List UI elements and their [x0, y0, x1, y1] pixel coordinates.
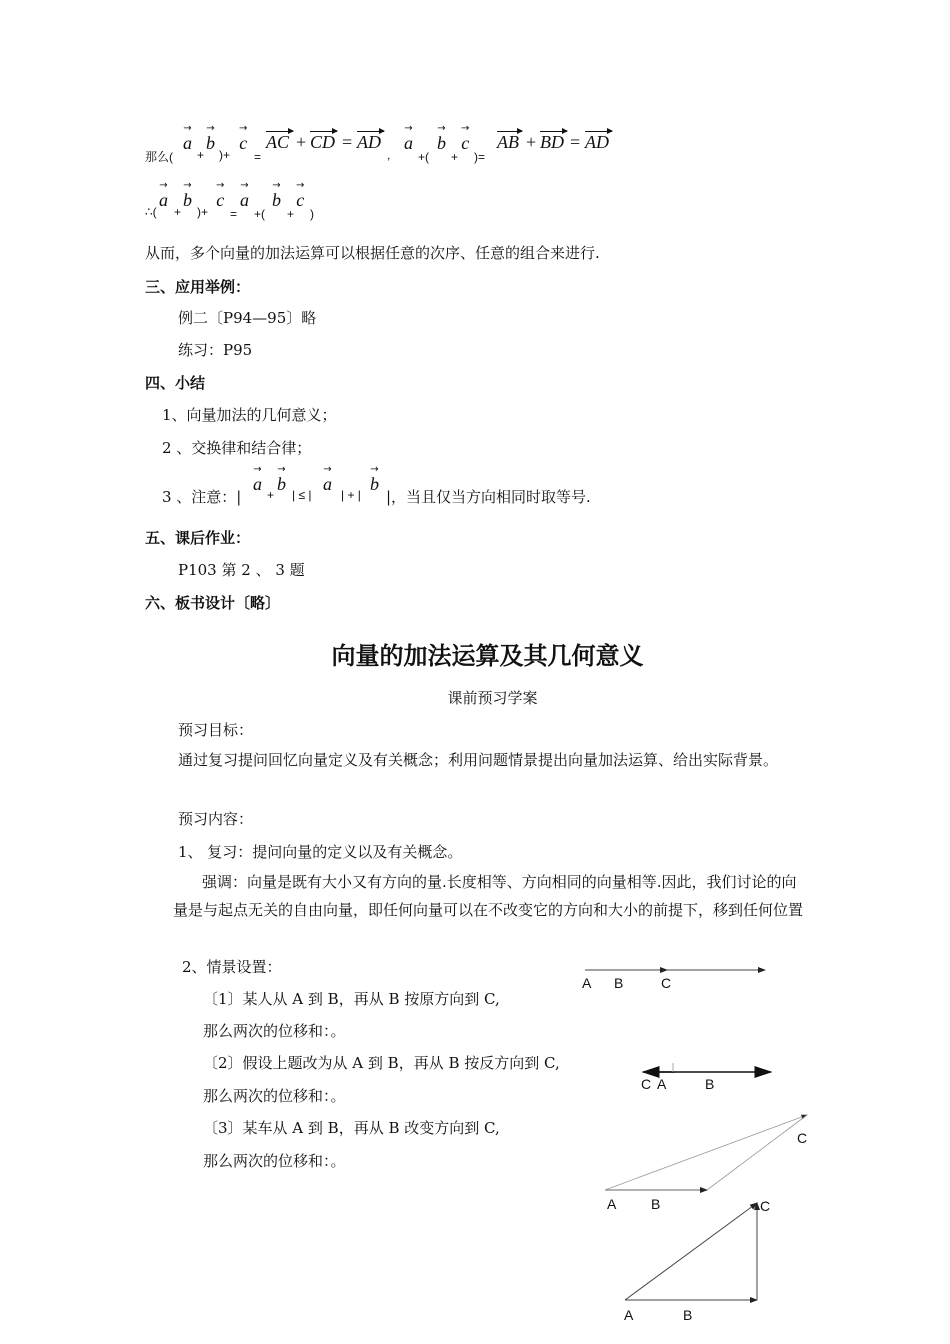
summary-item-1: 1、向量加法的几何意义； — [162, 406, 337, 424]
line1-prefix: 那么( — [145, 150, 173, 164]
comma: , — [387, 148, 391, 162]
paren-close-equals: )= — [474, 150, 486, 164]
vector-b: → b — [437, 123, 446, 153]
subtitle: 课前预习学案 — [447, 689, 538, 707]
equals-sign: = — [254, 150, 262, 164]
vector-AD: AD — [357, 132, 381, 152]
equals-sign: = — [230, 207, 238, 221]
content-label: 预习内容： — [178, 810, 254, 828]
section6-heading: 六、板书设计〔略〕 — [145, 594, 281, 612]
example-text: 例二〔P94—95〕略 — [178, 309, 317, 327]
scenario-label: 2、情景设置： — [182, 958, 282, 976]
goal-label: 预习目标： — [178, 721, 254, 739]
vector-a: → a — [323, 464, 332, 494]
emphasis-text: 强调：向量是既有大小又有方向的量.长度相等、方向相同的向量相等.因此，我们讨论的向量是与起点无关的自由向量，即任何向量可以在不改变它的方向和大小的前提下，移到任何位置 — [173, 873, 804, 919]
summary-item-3-prefix: 3 、注意：| — [162, 488, 242, 506]
plus-open-paren: +( — [418, 150, 430, 164]
plus-sign: + — [526, 132, 537, 152]
plus-abs: | + | — [341, 488, 361, 502]
fig2-label-C: C — [641, 1076, 652, 1092]
summary-item-2: 2 、交换律和结合律； — [162, 439, 312, 457]
vector-c: → c — [216, 180, 225, 210]
scenario-1-question: 〔1〕某人从 A 到 B，再从 B 按原方向到 C, — [203, 990, 500, 1008]
line2-prefix: ∴( — [145, 205, 157, 219]
plus-sign: + — [287, 207, 295, 221]
fig3-label-B: B — [651, 1196, 661, 1212]
plus-sign: + — [451, 150, 459, 164]
plus-sign: + — [296, 132, 307, 152]
figure-3-changed-direction — [605, 1115, 807, 1190]
fig4-label-B: B — [683, 1307, 693, 1323]
vector-AB: AB — [497, 132, 519, 152]
vector-a: → a — [253, 464, 262, 494]
homework-text: P103 第 2 、 3 题 — [178, 561, 305, 579]
fig1-label-A: A — [582, 975, 592, 991]
goal-text: 通过复习提问回忆向量定义及有关概念；利用问题情景提出向量加法运算、给出实际背景。 — [178, 751, 779, 769]
conclusion-text: 从而，多个向量的加法运算可以根据任意的次序、任意的组合来进行. — [145, 244, 600, 262]
scenario-2-question: 〔2〕假设上题改为从 A 到 B，再从 B 按反方向到 C, — [203, 1054, 560, 1072]
section5-heading: 五、课后作业： — [145, 529, 251, 547]
section3-heading: 三、应用举例： — [145, 278, 251, 296]
fig4-label-C: C — [760, 1198, 771, 1214]
vector-c: → c — [296, 180, 305, 210]
plus-sign: + — [174, 205, 182, 219]
page-title: 向量的加法运算及其几何意义 — [331, 642, 644, 670]
plus-sign: + — [197, 148, 205, 162]
less-equal-sign: | ≤ | — [292, 488, 312, 502]
equals-sign: = — [570, 132, 581, 152]
vector-a: → a — [240, 180, 249, 210]
vector-CD: CD — [310, 132, 336, 152]
vector-b: → b — [277, 464, 286, 494]
vector-a: → a — [159, 180, 168, 210]
vector-b: → b — [272, 180, 281, 210]
fig3-label-C: C — [797, 1130, 808, 1146]
scenario-3-answer: 那么两次的位移和：。 — [203, 1152, 346, 1170]
figure-4-right-triangle — [625, 1203, 757, 1300]
fig2-label-A: A — [657, 1076, 667, 1092]
paren-close: ) — [310, 207, 314, 221]
vector-b: → b — [370, 464, 379, 494]
paren-close-plus: )+ — [219, 148, 231, 162]
fig1-label-C: C — [661, 975, 672, 991]
summary-item-3-suffix: |，当且仅当方向相同时取等号. — [386, 488, 591, 506]
paren-close-plus: )+ — [197, 205, 209, 219]
fig3-label-A: A — [607, 1196, 617, 1212]
fig2-label-B: B — [705, 1076, 715, 1092]
fig1-label-B: B — [614, 975, 624, 991]
equals-sign: = — [342, 132, 353, 152]
vector-a: → a — [183, 123, 192, 153]
vector-AD: AD — [585, 132, 609, 152]
vector-c: → c — [239, 123, 248, 153]
exercise-text: 练习：P95 — [178, 341, 253, 359]
vector-c: → c — [461, 123, 470, 153]
scenario-1-answer: 那么两次的位移和：。 — [203, 1022, 346, 1040]
review-text: 1、 复习：提问向量的定义以及有关概念。 — [178, 843, 463, 861]
vector-b: → b — [206, 123, 215, 153]
plus-sign: + — [267, 488, 275, 502]
figure-2-opposite-direction — [643, 1063, 771, 1072]
vector-b: → b — [183, 180, 192, 210]
scenario-3-question: 〔3〕某车从 A 到 B，再从 B 改变方向到 C, — [203, 1119, 500, 1137]
section4-heading: 四、小结 — [145, 374, 206, 392]
vector-AC: AC — [266, 132, 290, 152]
plus-open-paren: +( — [254, 207, 266, 221]
scenario-2-answer: 那么两次的位移和：。 — [203, 1087, 346, 1105]
vector-a: → a — [404, 123, 413, 153]
vector-BD: BD — [540, 132, 564, 152]
fig4-label-A: A — [624, 1307, 634, 1323]
